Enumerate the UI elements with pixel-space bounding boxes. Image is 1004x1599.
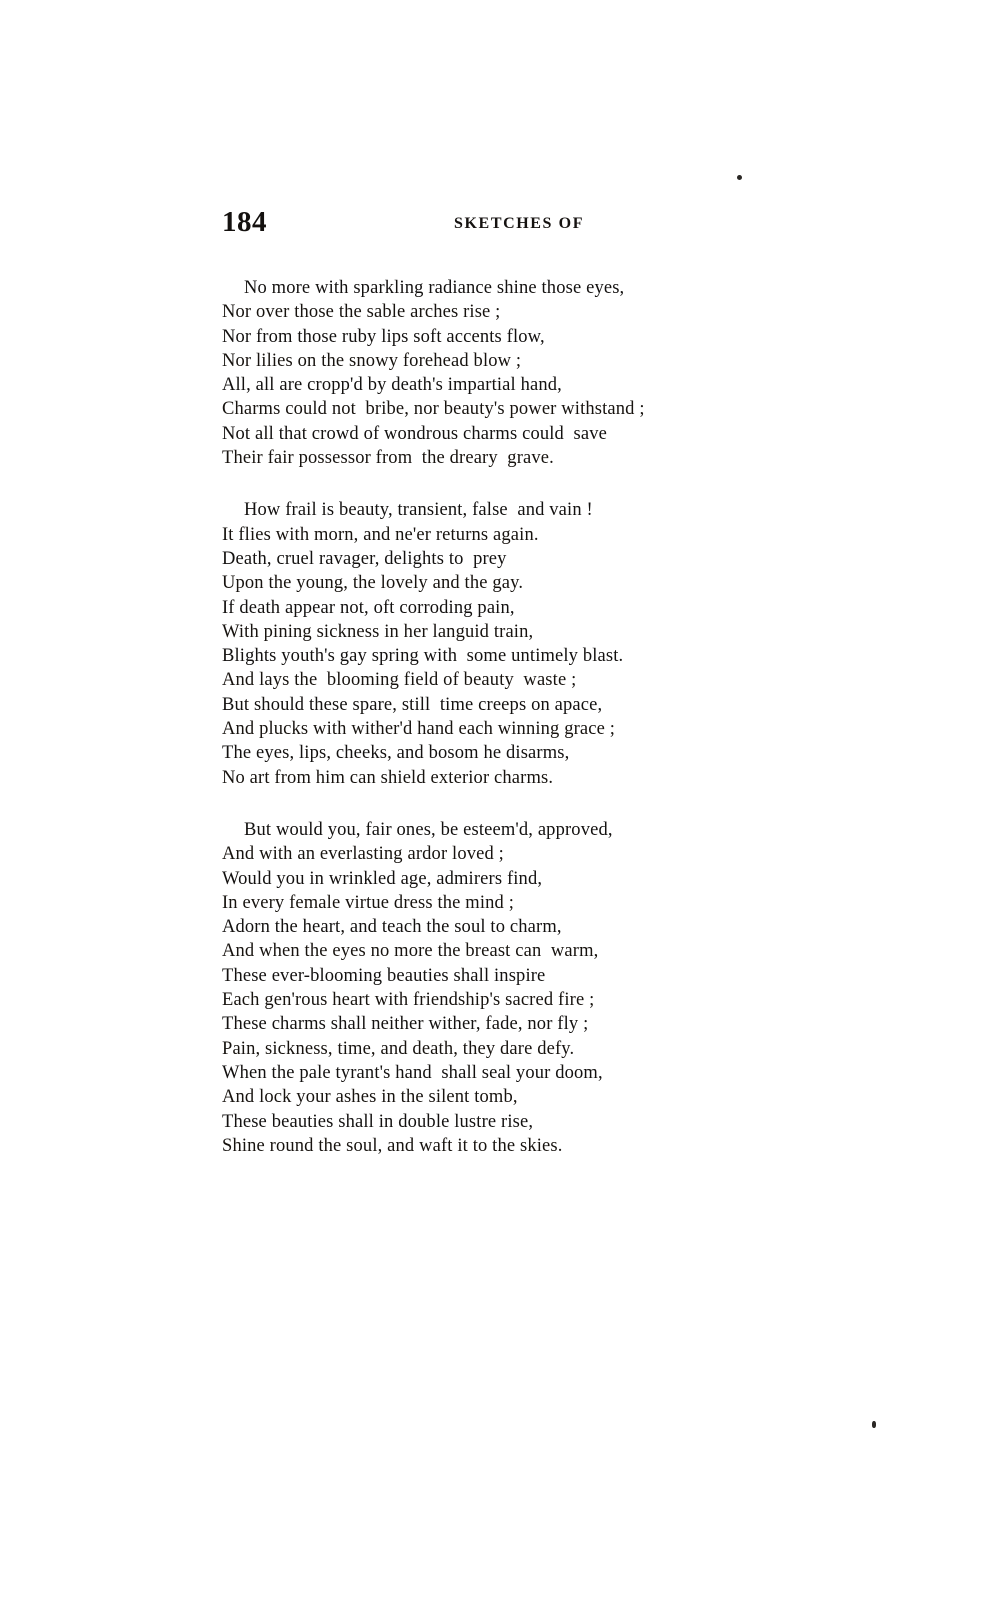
poem-line: In every female virtue dress the mind ; (222, 892, 514, 913)
poem-line: Death, cruel ravager, delights to prey (222, 548, 507, 569)
poem-line: Adorn the heart, and teach the soul to charm, (222, 917, 562, 938)
stanza (222, 818, 862, 1158)
poem-line: The eyes, lips, cheeks, and bosom he disarms, (222, 743, 570, 764)
poem-line: And plucks with wither'd hand each winning grace ; (222, 719, 616, 740)
poem-line: These beauties shall in double lustre rise, (222, 1111, 534, 1132)
poem-line: Charms could not bribe, nor beauty's power withstand ; (222, 399, 645, 420)
poem-line: All, all are cropp'd by death's impartial hand, (222, 375, 562, 396)
poem-line: How frail is beauty, transient, false and vain ! (244, 500, 593, 521)
poem-line: Shine round the soul, and waft it to the skies. (222, 1135, 563, 1156)
poem-line: Their fair possessor from the dreary grave. (222, 448, 554, 469)
poem-line: These ever-blooming beauties shall inspire (222, 965, 546, 986)
poem-line: Not all that crowd of wondrous charms could save (222, 423, 607, 444)
poem-line: And when the eyes no more the breast can warm, (222, 941, 599, 962)
stanza (222, 276, 862, 470)
print-speck-top (737, 175, 742, 180)
poem-line: These charms shall neither wither, fade, nor fly ; (222, 1014, 589, 1035)
poem-line: Pain, sickness, time, and death, they dare defy. (222, 1038, 575, 1059)
poem-body (222, 276, 862, 1158)
poem-line: If death appear not, oft corroding pain, (222, 597, 515, 618)
poem-line: But should these spare, still time creeps on apace, (222, 694, 603, 715)
page-header (222, 206, 782, 248)
poem-line: And lock your ashes in the silent tomb, (222, 1087, 518, 1108)
poem-line: With pining sickness in her languid train, (222, 621, 534, 642)
poem-line: Blights youth's gay spring with some untimely blast. (222, 646, 624, 667)
poem-line: Would you in wrinkled age, admirers find, (222, 868, 543, 889)
poem-line: When the pale tyrant's hand shall seal your doom, (222, 1062, 603, 1083)
poem-line: And with an everlasting ardor loved ; (222, 844, 504, 865)
poem-line: It flies with morn, and ne'er returns again. (222, 524, 539, 545)
poem-line: Each gen'rous heart with friendship's sacred fire ; (222, 990, 595, 1011)
print-speck-bottom (872, 1421, 876, 1428)
stanza (222, 498, 862, 790)
poem-line: But would you, fair ones, be esteem'd, approved, (244, 819, 613, 840)
poem-line: No more with sparkling radiance shine those eyes, (244, 278, 625, 298)
poem-line: No art from him can shield exterior charms. (222, 767, 554, 788)
poem-line: Nor lilies on the snowy forehead blow ; (222, 350, 522, 371)
poem-line: And lays the blooming field of beauty waste ; (222, 670, 577, 691)
poem-line: Upon the young, the lovely and the gay. (222, 573, 524, 594)
poem-line: Nor over those the sable arches rise ; (222, 302, 501, 323)
running-head: SKETCHES OF (454, 215, 585, 232)
poem-line: Nor from those ruby lips soft accents flow, (222, 326, 545, 347)
page-number: 184 (222, 206, 267, 238)
